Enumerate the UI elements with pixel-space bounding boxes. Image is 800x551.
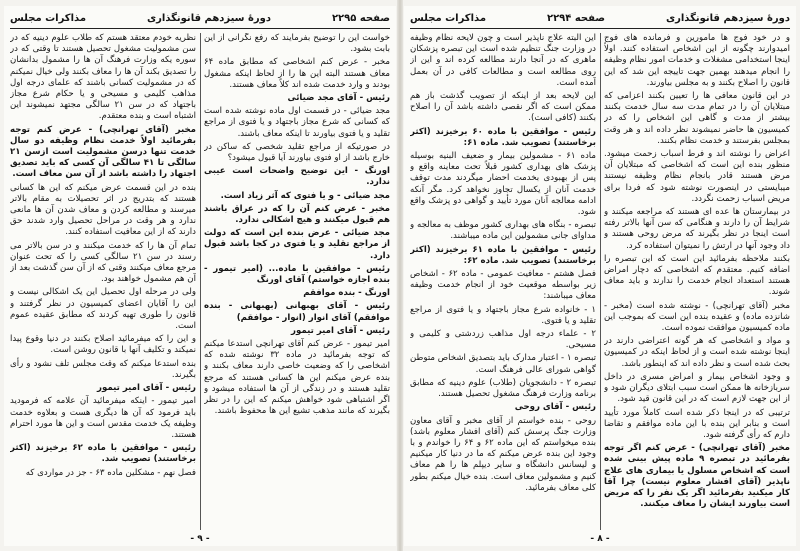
left-page-footer: - ۹ - bbox=[190, 534, 210, 544]
speaker-paragraph: مجد ضیائی - و یا فتوی که آثر زیاد است. bbox=[220, 190, 390, 201]
text-paragraph: خواست این را توضیح بفرمایند که رفع نگرانی از این بابت بشود. bbox=[204, 33, 390, 55]
text-paragraph: مخبر - عرض کنم اشخاصی که مطابق ماده ۶۴ معاف هستند البته این ها را از لحاظ اینکه مشغول بودند و وارد خدمت شده اند کلاً معاف هستند. bbox=[204, 57, 390, 90]
text-paragraph: و در خود فوج ها مأمورین و فرمانده های فوج امیدوارند چگونه از این اشخاص استفاده کنند. اولاً اینجا استخدامی مشغلات و خدمات امور نظام وظیفه را انجام میدهند بهمین جهت تاییجه این شد که این قانون را اصلاح بکنند و به مجلس بیاورند. bbox=[604, 33, 790, 88]
speaker-paragraph: رئیس - آقای روحی bbox=[514, 402, 596, 413]
left-page-columns bbox=[10, 33, 390, 530]
text-paragraph: در بیمارستان ها عده ای هستند که مراجعه میکنند و شرایط آن را دارند و هنگامی که سن آنها بالاتر رفته است اینجا در نظر بگیرند که مرض روحی هستند و داد وجود آنها در ارتش را نمیتوان استفاده کرد. bbox=[604, 207, 790, 251]
speaker-paragraph: رئیس - موافقین با ماده... (امیر تیمور - بنده اجازه خواستم) آقای اورنگ bbox=[204, 263, 390, 286]
text-paragraph: نظریه خودم معتقد هستم که طلاب علوم دینیه که در سن مشمولیت مشغول تحصیل هستند تا وقتی که در سوره یکه وزارت فرهنگ آن ها را مشمول بدانشان را تصدیق بکند آن ها را معاف بکنند ولی خیال نمیکنم که در مشمولیت کسانی باشند که علمای درجه اول مذاهب کلیمی و مسیحی و یا حکام شرع مجاز باجتهاد که در سن ۲۱ سالگی مجتهد نمیشوند این اشتباه است و بنده معتقدم. bbox=[10, 33, 196, 122]
left-page-column-right bbox=[204, 33, 390, 530]
text-paragraph: بنده استدعا میکنم که وقت مجلس تلف نشود و رأی بگیرند. bbox=[10, 358, 196, 380]
speaker-paragraph: مخبر (آقای تهرانچی) - عرض کنم توجه بفرمائید اولاً خدمت نظام وظیفه دو سال خدمت تنها درسن مشمولیت است ازسن ۲۱ سالگی تا ۴۱ سالگی آن کسی که باید تصدیق اجتهاد را داشته باشد از آن سن معاف است. bbox=[10, 124, 196, 180]
text-paragraph: تمام آن ها را که خدمت میکنند و در سن بالاتر می رسند در سن ۲۱ سالگی کسی را که تحت عنوان مرجع معاف میکنند وقتی که از آن سن گذشت بعد از آن هم مشمول خواهند بود. bbox=[10, 240, 196, 285]
right-page-column-right bbox=[604, 33, 790, 530]
text-paragraph: فصل هشتم - معافیت عمومی - ماده ۶۲ - اشخاص زیر بواسطه موقعیت خود از انجام خدمت وظیفه معاف میباشند: bbox=[410, 269, 596, 302]
column-separator bbox=[600, 33, 601, 530]
speaker-paragraph: رئیس - موافقین با ماده ۶۰ برخیزند (اکثر برخاستند) تصویب شد. ماده ۶۱: bbox=[410, 126, 596, 148]
text-paragraph: ۲ - علماء درجه اول مذاهب زردشتی و کلیمی و مسیحی. bbox=[410, 329, 596, 351]
text-paragraph: مجد ضیائی - در قسمت اول ماده نوشته شده است که کسانی که شرع مجاز باجتهاد و یا فتوی از مراجع تقلید و یا فتوی بیاورند تا اینکه معاف باشند. bbox=[204, 106, 390, 139]
left-header-rule bbox=[10, 28, 390, 29]
text-paragraph: تبصره ۱ - اعتبار مدارک باید بتصدیق اشخاص متوطن گواهی شورای عالی فرهنگ است. bbox=[410, 353, 596, 375]
speaker-paragraph: رئیس - موافقین با ماده ۶۱ برخیزند (اکثر برخاستند) تصویب شد. ماده ۶۲: bbox=[410, 244, 596, 266]
speaker-paragraph: رئیس - آقای مجد ضیائی bbox=[287, 93, 390, 104]
right-header-title: دورهٔ سیزدهم قانونگذاری bbox=[665, 12, 790, 24]
text-paragraph: ماده ۶۱ - مشمولین بیمار و ضعیف البنیه بوسیله پزشک های بهداری کشور قبلاً تحت معاینه واقع و پس از بهبودی بخدمت احضار میگردند مدت توقف خدمت آنان از یکسال تجاوز نخواهد کرد. مگر آنکه ادامه معالجه آنان مورد تأیید و گواهی دو پزشک واقع شود. bbox=[410, 151, 596, 218]
text-paragraph: اعراض را نوشته اند و فرط اسباب زحمت میشود. منظور بنده این است که اشخاصی که مبتلایان آن مرض هستند قادر بانجام نظام وظیفه نیستند میبایستی در اینصورت نوشته شود که فردا برای مریض اسباب زحمت نگردد. bbox=[604, 149, 790, 204]
speaker-paragraph: رئیس - آقای بهبهانی (بهبهانی - بنده موافقم) آقای انوار (انوار - موافقم) bbox=[204, 301, 390, 323]
text-paragraph: و مواد و اشخاصی که هر گونه اعتراضی دارند در اینجا نوشته شده است و از لحاظ اینکه در کمیسیون بحث شده است و نظر داده اند که اینطور باشد. bbox=[604, 336, 790, 369]
text-paragraph: فصل نهم - مشکلین ماده ۶۳ - جز در مواردی که bbox=[25, 467, 196, 478]
right-page-columns bbox=[410, 33, 790, 530]
text-paragraph: بنده در این قسمت عرض میکنم که این ها کسانی هستند که بتدریج در اثر تحصیلات به مقام بالاتر میرسند و مطالعه کردن و معاف شدن آن ها مانعی ندارد و هر وقت در مراحل تحصیل وارد شدند حق دارند که از این معافیت استفاده کنند. bbox=[10, 182, 196, 238]
left-header-journal: مذاکرات مجلس bbox=[10, 12, 87, 24]
text-paragraph: ولی در مرحله اول تحصیل این یک اشکالی نیست و این را آقایان اعضای کمیسیون در نظر گرفتند و قانون را طوری تهیه کردند که مطابق عقیده عموم است. bbox=[10, 287, 196, 332]
right-header-rule bbox=[410, 28, 790, 29]
text-paragraph: روحی - بنده خواستم از آقای مخبر و آقای معاون وزارت جنگ پرسش کنم (آقای افشار معلوم باشد) بنده میخواستم که این ماده ۶۲ و ۶۴ را خواندم و با وجود این بنده عرض میکنم که ما در دنیا کار میکنیم و لیسانس دانشگاه و سایر دیپلم ها را هم معاف کنیم و مشمولین معاف است. بنده خیال میکنم بطور کلی معاف بفرمائید. bbox=[410, 415, 596, 493]
left-page-column-left bbox=[10, 33, 196, 530]
text-paragraph: و وجود اشخاص بیمار و امراض مسری در داخل سربازخانه ها ممکن است سبب ابتلای دیگران شود و از این جهت لازم است که در این قانون قید شود. bbox=[604, 371, 790, 405]
text-paragraph: امیر تیمور - عرض کنم آقای تهرانچی استدعا میکنم که توجه بفرمائید در ماده ۳۲ نوشته شده که اشخاصی را که وضعیت خاصی دارند معاف بکنند و بنده عرض میکنم این ها کسانی هستند که مرجع تقلید هستند و در زندگی از آن ها استفاده میشود و اگر اشتباهی شود خواهش میکنم که این را در نظر بگیرند که مانند مذهب تشیع این ها محفوظ باشند. bbox=[204, 339, 390, 417]
text-paragraph: مخبر (آقای تهرانچی) - نوشته شده است (مخبر - شانزده ماده) و عقیده بنده این است که بموجب این ماده کمیسیون موافقت نموده است. bbox=[604, 300, 790, 334]
right-page bbox=[404, 6, 796, 546]
text-paragraph: تبصره - بنگاه های بهداری کشور موظف به معالجه و مداوای جانی مشمولین این ماده میباشند. bbox=[410, 220, 596, 242]
text-paragraph: در صورتیکه از مراجع تقلید شخصی که ساکن در خارج باشد از او فتوی بیاورند آیا قبول میشود؟ bbox=[204, 141, 390, 164]
right-page-footer: - ۸ - bbox=[590, 534, 610, 544]
speaker-paragraph: اورنگ - بنده موافقم bbox=[303, 288, 390, 299]
left-page-header bbox=[10, 10, 390, 26]
text-paragraph: این البته علاج ناپذیر است و چون لایحه نظام وظیفه در وزارت جنگ تنظیم شده است این تبصره پزشکان ماهری که در آنجا دارند مطالعه کرده اند و این از روی مطالعه است و مطالعات کافی در آن بعمل آمده است. bbox=[410, 33, 596, 88]
text-paragraph: ترتیبی که در اینجا ذکر شده است کاملاً مورد تأیید است و بنابر این بنده با این ماده موافقم و تقاضا دارم که رأی گرفته شود. bbox=[604, 407, 790, 440]
speaker-paragraph: رئیس - آقای امیر تیمور bbox=[291, 325, 390, 336]
speaker-paragraph: رئیس - موافقین با ماده ۶۲ برخیزند (اکثر برخاستند) تصویب شد. bbox=[10, 443, 196, 465]
text-paragraph: در این قانون معافی ها را تعیین بکنند اعزامی که مبتلایان آن را در تمام مدت سه سال خدمت بکنند بیشتر از مدت و گاهی این اشخاص را که در کمیسیون ها حاضر نمیشوند نظر داده اند و هر وقت بمجلس بفرستند و خدمت نظام بکنند. bbox=[604, 91, 790, 146]
left-header-title: دورهٔ سیزدهم قانونگذاری bbox=[146, 12, 272, 24]
text-paragraph: این لایحه بعد از اینکه از تصویب گذشت باز هم ممکن است که اگر نقصی داشته باشد آن را اصلاح بکنند (کافی است). bbox=[410, 91, 596, 124]
left-page bbox=[4, 6, 396, 546]
text-paragraph: امیر تیمور - اینکه میفرمائید آن علامه که فرمودید باید فرمود که آن ها دیگری هست و بعلاوه خدمت وظیفه یک خدمت مقدس است و این ها مورد احترام هستند. bbox=[10, 396, 196, 440]
text-paragraph: بکنند ملاحظه بفرمائید این است که این تبصره را اضافه کنیم. معتقدم که اشخاصی که دچار امراض هستند استعداد انجام خدمت را ندارند و باید معاف شوند. bbox=[604, 253, 790, 298]
book-gutter bbox=[397, 0, 403, 551]
speaker-paragraph: اورنگ - این توضیح واضحات است عیبی ندارد. bbox=[204, 166, 390, 188]
speaker-paragraph: مجد ضیائی - عرض بنده این است که دولت از مراجع تقلید و یا فتوی در کجا باشد قبول دارد. bbox=[204, 228, 390, 261]
right-page-header bbox=[410, 10, 790, 26]
speaker-paragraph: رئیس - آقای امیر تیمور bbox=[97, 383, 196, 394]
right-header-journal: مذاکرات مجلس bbox=[410, 12, 487, 24]
speaker-paragraph: مخبر - عرض کنم آن را که در عراق باشند هم قبول میکنند و هیچ اشکالی ندارد. bbox=[204, 203, 390, 226]
column-separator bbox=[200, 33, 201, 530]
right-header-page-number: صفحه ۲۲۹۴ bbox=[546, 12, 606, 24]
speaker-paragraph: مخبر (آقای تهرانچی) - عرض کنم اگر توجه بفرمائید در تبصره ۹ ماده پیش بینی شده است که اشخاص مسلول یا بیماری های علاج ناپذیر (آقای افشار معلوم نیست) چرا آقا کار میکنید بفرمائید اگر یک نفر را که مریض است بیاورند ایشان را معاف میکنند. bbox=[604, 443, 790, 510]
text-paragraph: ۱ - خانواده شرع مجاز باجتهاد و یا فتوی از مراجع تقلید و یا فتوی. bbox=[410, 304, 596, 326]
text-paragraph: تبصره ۲ - دانشجویان (طلاب) علوم دینیه که مطابق برنامه وزارت فرهنگ مشغول تحصیل هستند. bbox=[410, 377, 596, 400]
left-header-page-number: صفحه ۲۲۹۵ bbox=[331, 12, 390, 24]
text-paragraph: و این را که میفرمائید اصلاح بکنند در دنیا وقوع پیدا نمیکند و تکلیف آنها با قانون روشن است. bbox=[10, 334, 196, 356]
right-page-column-left bbox=[410, 33, 596, 530]
